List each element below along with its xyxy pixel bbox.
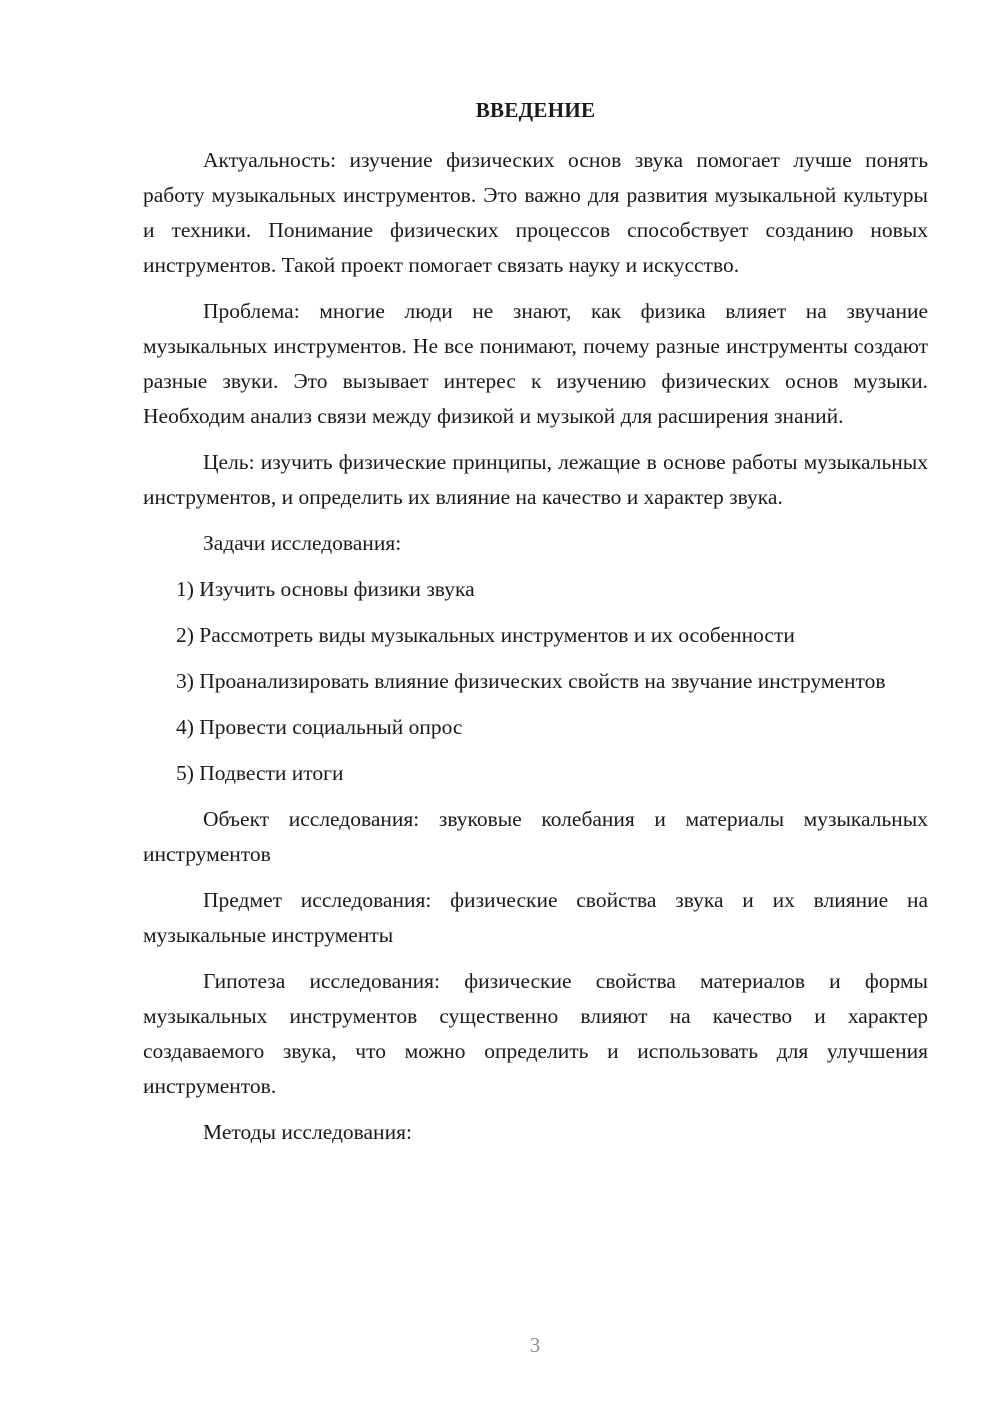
subject-paragraph: Предмет исследования: физические свойства звука и их влияние на музыкальные инструменты <box>143 888 928 947</box>
document-page <box>143 96 928 1161</box>
task-item-4: 4) Провести социальный опрос <box>176 715 463 739</box>
page-number: 3 <box>529 1333 541 1357</box>
methods-heading: Методы исследования: <box>203 1120 412 1144</box>
goal-paragraph: Цель: изучить физические принципы, лежащие в основе работы музыкальных инструментов, и определить их влияние на качество и характер звука. <box>143 450 928 509</box>
problem-paragraph: Проблема: многие люди не знают, как физика влияет на звучание музыкальных инструментов. Не все понимают, почему разные инструменты создают разные звуки. Это вызывает интерес к изучению физических основ музыки. Необходим анализ связи между физикой и музыкой для расширения знаний. <box>143 299 928 428</box>
relevance-paragraph: Актуальность: изучение физических основ звука помогает лучше понять работу музыкальных инструментов. Это важно для развития музыкальной культуры и техники. Понимание физических процессов способствует созданию новых инструментов. Такой проект помогает связать науку и искусство. <box>143 148 928 277</box>
task-item-2: 2) Рассмотреть виды музыкальных инструментов и их особенности <box>176 623 795 647</box>
task-item-5: 5) Подвести итоги <box>176 761 344 785</box>
task-item-3: 3) Проанализировать влияние физических свойств на звучание инструментов <box>176 669 886 693</box>
section-title: ВВЕДЕНИЕ <box>475 98 596 122</box>
task-item-1: 1) Изучить основы физики звука <box>176 577 475 601</box>
tasks-heading: Задачи исследования: <box>203 531 402 555</box>
object-paragraph: Объект исследования: звуковые колебания и материалы музыкальных инструментов <box>143 807 928 866</box>
hypothesis-paragraph: Гипотеза исследования: физические свойства материалов и формы музыкальных инструментов существенно влияют на качество и характер создаваемого звука, что можно определить и использовать для улучшения инструментов. <box>143 969 928 1098</box>
